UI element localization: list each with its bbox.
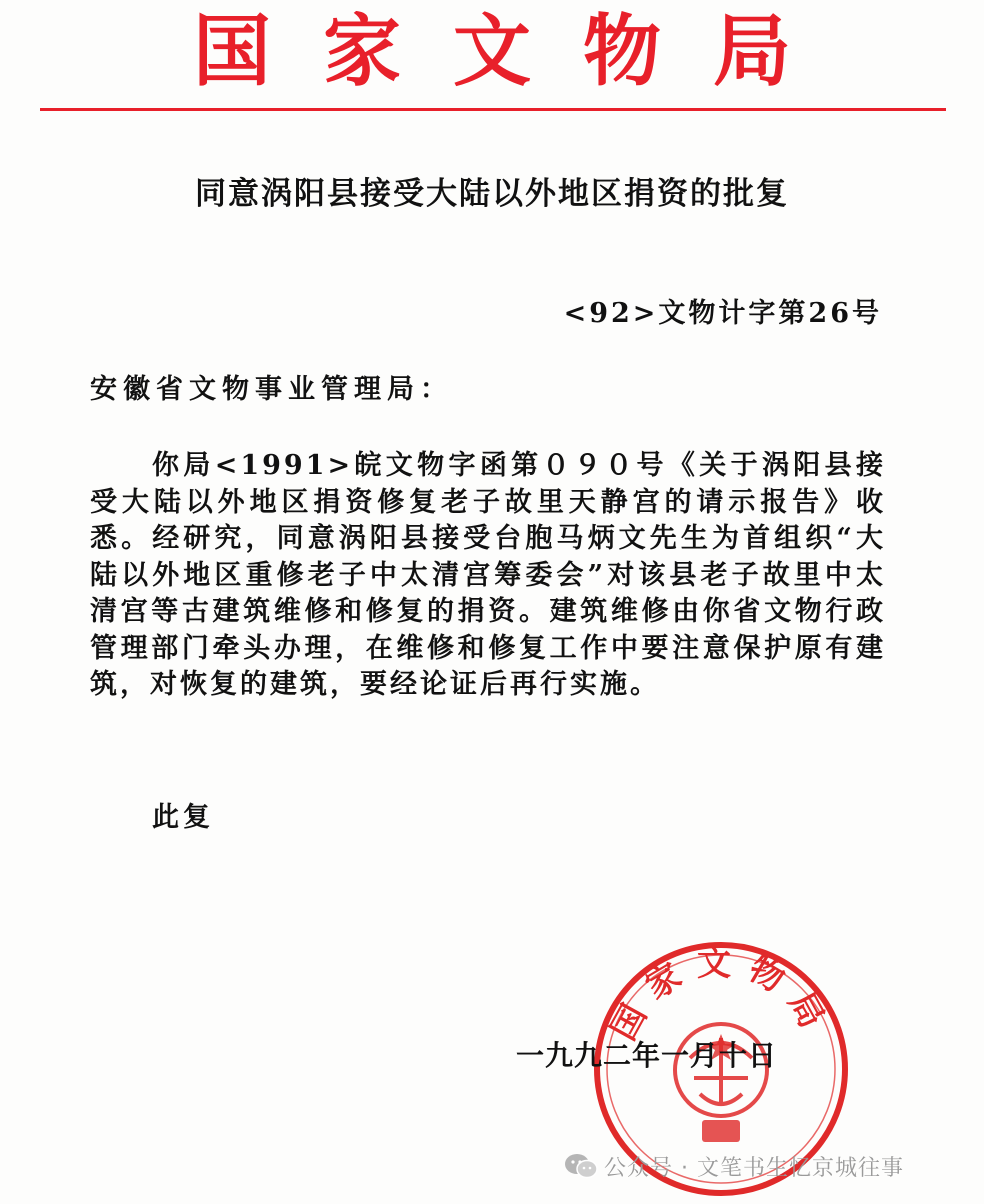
document-number: <92>文物计字第26号 — [563, 298, 882, 329]
letterhead-red-rule — [40, 108, 946, 111]
seal-text: 国家文物局 — [603, 943, 839, 1047]
watermark-text: 公众号 · 文笔书生忆京城往事 — [604, 1155, 904, 1181]
wechat-icon — [564, 1152, 598, 1180]
document-date: 一九九二年一月十日 — [516, 1039, 778, 1072]
document-title: 同意涡阳县接受大陆以外地区捐资的批复 — [195, 176, 789, 212]
closing-phrase: 此复 — [152, 802, 214, 833]
letterhead-title: 国家文物局 — [192, 6, 843, 97]
svg-text:国家文物局 — [603, 944, 838, 1047]
addressee: 安徽省文物事业管理局： — [90, 374, 453, 405]
watermark — [564, 1148, 904, 1184]
body-paragraph: 你局<1991>皖文物字函第０９０号《关于涡阳县接受大陆以外地区捐资修复老子故里天静宫的请示报告》收悉。经研究，同意涡阳县接受台胞马炳文先生为首组织“大陆以外地区重修老子中太清宫筹委会”对该县老子故里中太清宫等古建筑维修和修复的捐资。建筑维修由你省文物行政管理部门牵头办理，在维修和修复工作中要注意保护原有建筑，对恢复的建筑，要经论证后再行实施。 — [90, 450, 886, 700]
